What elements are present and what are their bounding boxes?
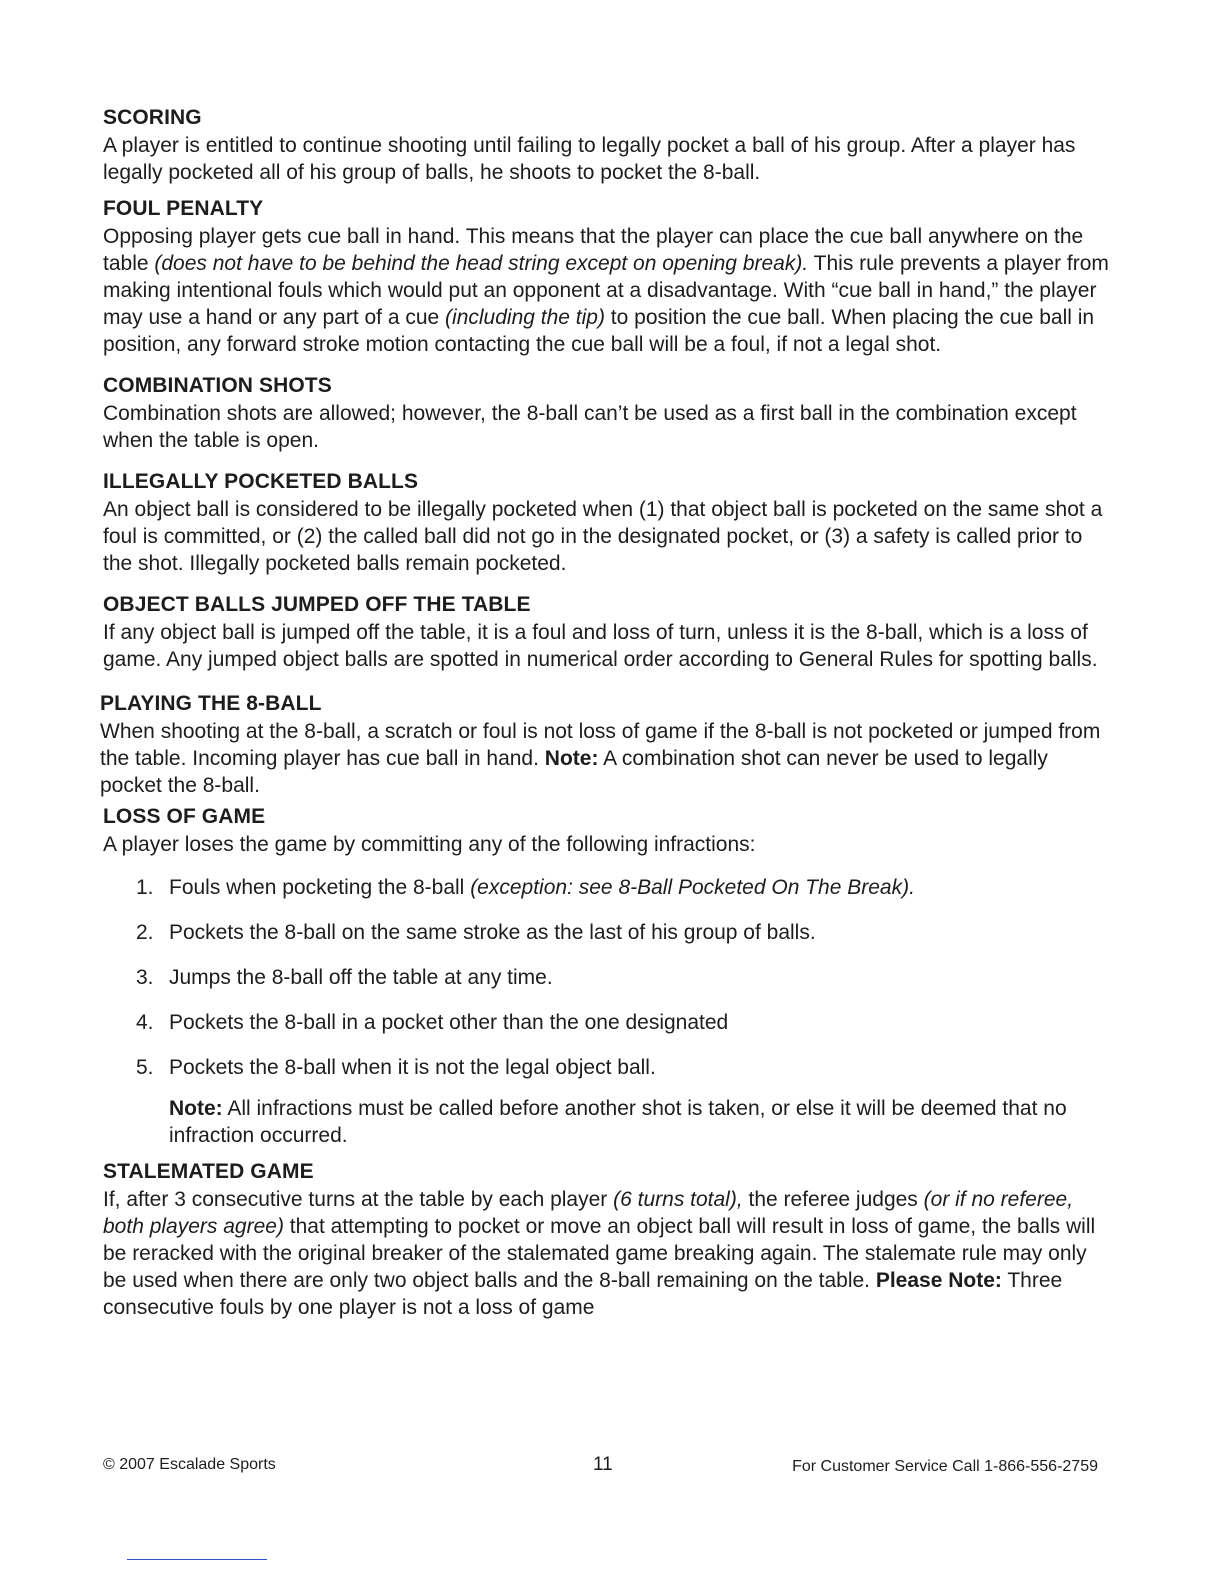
bold-run: Note: [544, 747, 599, 770]
heading-combination-shots: COMBINATION SHOTS [103, 374, 332, 397]
text-run: This rule prevents a player from making intentional fouls which would put an opponent at a disadvantage. With “cue ball in hand,” the player may use a hand or any part of a cue [103, 252, 1109, 329]
heading-illegally-pocketed: ILLEGALLY POCKETED BALLS [103, 470, 419, 493]
text-run: A combination shot can never be used to legally pocket the 8-ball. [100, 747, 1048, 797]
text-run: All infractions must be called before another shot is taken, or else it will be deemed that no infraction occurred. [169, 1097, 1067, 1147]
paragraph-scoring: A player is entitled to continue shooting until failing to legally pocket a ball of his group. After a player has legally pocketed all of his group of balls, he shoots to pocket the 8-ball. [103, 134, 1076, 184]
italic-run: (or if no referee, both players agree) [103, 1188, 1074, 1238]
section-loss-of-game [103, 803, 1113, 1149]
section-combination-shots [103, 372, 1113, 454]
list-number: 3. [136, 966, 154, 989]
list-number: 5. [136, 1056, 154, 1079]
section-stalemated [103, 1158, 1113, 1321]
page-footer [103, 1456, 1103, 1478]
italic-run: (including the tip) [445, 306, 605, 329]
italic-run: (6 turns total), [613, 1188, 743, 1211]
footer-customer-service: For Customer Service Call 1-866-556-2759 [792, 1458, 1098, 1475]
heading-foul-penalty: FOUL PENALTY [103, 197, 264, 220]
text-run: the referee judges [742, 1188, 924, 1211]
section-scoring [103, 104, 1113, 186]
paragraph-loss-of-game-intro: A player loses the game by committing any of the following infractions: [103, 833, 756, 856]
section-illegally-pocketed [103, 468, 1113, 577]
list-item [103, 919, 1113, 946]
text-run: Pockets the 8-ball on the same stroke as the last of his group of balls. [169, 921, 816, 944]
text-run: to position the cue ball. When placing the cue ball in position, any forward stroke motion contacting the cue ball will be a foul, if not a legal shot. [103, 306, 1095, 356]
footer-copyright: © 2007 Escalade Sports [103, 1456, 276, 1473]
text-run: Opposing player gets cue ball in hand. This means that the player can place the cue ball anywhere on the table [103, 225, 1084, 275]
bold-run: Please Note: [875, 1269, 1002, 1292]
text-run: Pockets the 8-ball when it is not the legal object ball. [169, 1056, 656, 1079]
heading-scoring: SCORING [103, 106, 202, 129]
page-number: 11 [593, 1454, 613, 1475]
list-number: 1. [136, 876, 154, 899]
bold-run: Note: [169, 1097, 223, 1120]
paragraph-combination-shots: Combination shots are allowed; however, the 8-ball can’t be used as a first ball in the combination except when the table is open. [103, 402, 1077, 452]
section-jumped-off [103, 591, 1113, 673]
heading-stalemated: STALEMATED GAME [103, 1160, 314, 1183]
section-foul-penalty [103, 195, 1113, 358]
paragraph-foul-penalty [103, 223, 1113, 358]
list-item [103, 1009, 1113, 1036]
paragraph-jumped-off: If any object ball is jumped off the table, it is a foul and loss of turn, unless it is the 8-ball, which is a loss of game. Any jumped object balls are spotted in numerical order according to General Rules for spotting balls. [103, 621, 1098, 671]
text-run: Three consecutive fouls by one player is not a loss of game [103, 1269, 1063, 1319]
list-item [103, 964, 1113, 991]
paragraph-illegally-pocketed: An object ball is considered to be illegally pocketed when (1) that object ball is pocketed on the same shot a foul is committed, or (2) the called ball did not go in the designated pocket, or (3) a safety is called prior to the shot. Illegally pocketed balls remain pocketed. [103, 498, 1103, 575]
list-item [103, 874, 1113, 901]
paragraph-stalemated [103, 1186, 1113, 1321]
list-number: 2. [136, 921, 154, 944]
section-playing-8ball [100, 690, 1113, 799]
text-run: Jumps the 8-ball off the table at any time. [169, 966, 553, 989]
list-item [103, 1054, 1113, 1081]
italic-run: (exception: see 8-Ball Pocketed On The Break). [470, 876, 915, 899]
text-run: If, after 3 consecutive turns at the table by each player [103, 1188, 614, 1211]
heading-playing-8ball: PLAYING THE 8-BALL [100, 692, 322, 715]
italic-run: (does not have to be behind the head string except on opening break). [154, 252, 809, 275]
paragraph-playing-8ball [100, 718, 1113, 799]
text-run: Pockets the 8-ball in a pocket other than the one designated [169, 1011, 729, 1034]
infractions-list [103, 874, 1113, 1081]
heading-loss-of-game: LOSS OF GAME [103, 805, 266, 828]
text-run: Fouls when pocketing the 8-ball [169, 876, 471, 899]
page-content [100, 104, 1113, 1321]
text-run: that attempting to pocket or move an object ball will result in loss of game, the balls will be reracked with the original breaker of the stalemated game breaking again. The stalemate rule may only be used when there are only two object balls and the 8-ball remaining on the table. [103, 1215, 1096, 1292]
list-number: 4. [136, 1011, 154, 1034]
heading-jumped-off: OBJECT BALLS JUMPED OFF THE TABLE [103, 593, 531, 616]
text-run: When shooting at the 8-ball, a scratch or foul is not loss of game if the 8-ball is not pocketed or jumped from the table. Incoming player has cue ball in hand. [100, 720, 1101, 770]
bottom-divider [127, 1559, 267, 1560]
infractions-note [169, 1095, 1113, 1149]
